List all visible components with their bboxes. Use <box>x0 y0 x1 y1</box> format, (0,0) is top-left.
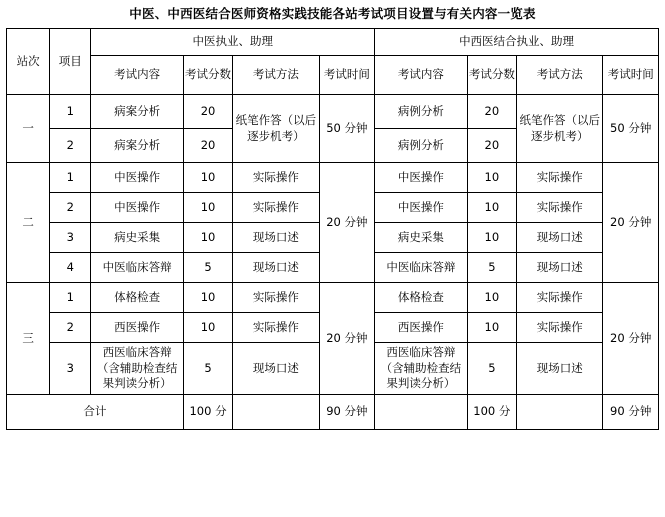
header-station: 站次 <box>7 29 50 95</box>
int-score: 5 <box>467 343 516 395</box>
item-no: 2 <box>50 129 91 163</box>
table-row <box>7 283 659 313</box>
tcm-time: 20 分钟 <box>319 283 375 395</box>
tcm-content: 中医操作 <box>91 193 184 223</box>
item-no: 3 <box>50 343 91 395</box>
total-tcm-time: 90 分钟 <box>319 394 375 429</box>
table-total-row <box>7 394 659 429</box>
station-label: 三 <box>7 283 50 395</box>
tcm-time: 20 分钟 <box>319 163 375 283</box>
int-content: 体格检查 <box>375 283 468 313</box>
int-score: 5 <box>467 253 516 283</box>
item-no: 1 <box>50 163 91 193</box>
int-score: 10 <box>467 313 516 343</box>
int-method: 现场口述 <box>517 253 603 283</box>
int-content: 中医操作 <box>375 193 468 223</box>
int-method: 纸笔作答（以后逐步机考） <box>517 95 603 163</box>
int-content: 西医临床答辩（含辅助检查结果判读分析） <box>375 343 468 395</box>
table-row <box>7 163 659 193</box>
tcm-content: 中医操作 <box>91 163 184 193</box>
int-method: 实际操作 <box>517 283 603 313</box>
tcm-method: 实际操作 <box>233 163 319 193</box>
tcm-score: 5 <box>183 253 232 283</box>
int-score: 20 <box>467 129 516 163</box>
header-group-integrated: 中西医结合执业、助理 <box>375 29 659 56</box>
item-no: 3 <box>50 223 91 253</box>
table-header-group-row <box>7 29 659 56</box>
tcm-content: 病史采集 <box>91 223 184 253</box>
header-int-content: 考试内容 <box>375 56 468 95</box>
item-no: 2 <box>50 313 91 343</box>
header-tcm-method: 考试方法 <box>233 56 319 95</box>
header-int-score: 考试分数 <box>467 56 516 95</box>
tcm-content: 病案分析 <box>91 129 184 163</box>
total-int-score: 100 分 <box>467 394 516 429</box>
int-time: 20 分钟 <box>603 163 659 283</box>
tcm-method: 纸笔作答（以后逐步机考） <box>233 95 319 163</box>
header-int-method: 考试方法 <box>517 56 603 95</box>
header-tcm-time: 考试时间 <box>319 56 375 95</box>
int-content: 中医临床答辩 <box>375 253 468 283</box>
int-score: 20 <box>467 95 516 129</box>
header-item: 项目 <box>50 29 91 95</box>
tcm-score: 10 <box>183 283 232 313</box>
int-time: 50 分钟 <box>603 95 659 163</box>
header-tcm-score: 考试分数 <box>183 56 232 95</box>
total-int-content-empty <box>375 394 468 429</box>
int-content: 中医操作 <box>375 163 468 193</box>
total-int-time: 90 分钟 <box>603 394 659 429</box>
table-header-sub-row <box>7 56 659 95</box>
int-score: 10 <box>467 283 516 313</box>
header-group-tcm: 中医执业、助理 <box>91 29 375 56</box>
int-method: 实际操作 <box>517 163 603 193</box>
tcm-score: 20 <box>183 95 232 129</box>
tcm-score: 5 <box>183 343 232 395</box>
int-score: 10 <box>467 193 516 223</box>
item-no: 2 <box>50 193 91 223</box>
tcm-content: 西医操作 <box>91 313 184 343</box>
total-int-method-empty <box>517 394 603 429</box>
int-content: 病例分析 <box>375 95 468 129</box>
tcm-method: 实际操作 <box>233 313 319 343</box>
header-tcm-content: 考试内容 <box>91 56 184 95</box>
exam-station-table <box>6 28 659 430</box>
station-label: 一 <box>7 95 50 163</box>
int-method: 实际操作 <box>517 193 603 223</box>
tcm-score: 10 <box>183 223 232 253</box>
header-int-time: 考试时间 <box>603 56 659 95</box>
total-tcm-score: 100 分 <box>183 394 232 429</box>
int-score: 10 <box>467 163 516 193</box>
tcm-method: 现场口述 <box>233 343 319 395</box>
tcm-content: 病案分析 <box>91 95 184 129</box>
int-method: 现场口述 <box>517 223 603 253</box>
item-no: 4 <box>50 253 91 283</box>
page-title: 中医、中西医结合医师资格实践技能各站考试项目设置与有关内容一览表 <box>129 6 536 21</box>
int-content: 西医操作 <box>375 313 468 343</box>
total-tcm-method-empty <box>233 394 319 429</box>
tcm-method: 实际操作 <box>233 193 319 223</box>
int-content: 病史采集 <box>375 223 468 253</box>
total-label: 合计 <box>7 394 184 429</box>
tcm-score: 10 <box>183 313 232 343</box>
station-label: 二 <box>7 163 50 283</box>
tcm-method: 现场口述 <box>233 223 319 253</box>
tcm-score: 10 <box>183 193 232 223</box>
item-no: 1 <box>50 95 91 129</box>
int-score: 10 <box>467 223 516 253</box>
tcm-content: 西医临床答辩（含辅助检查结果判读分析） <box>91 343 184 395</box>
item-no: 1 <box>50 283 91 313</box>
tcm-method: 现场口述 <box>233 253 319 283</box>
tcm-content: 体格检查 <box>91 283 184 313</box>
tcm-method: 实际操作 <box>233 283 319 313</box>
tcm-content: 中医临床答辩 <box>91 253 184 283</box>
int-content: 病例分析 <box>375 129 468 163</box>
int-time: 20 分钟 <box>603 283 659 395</box>
table-row <box>7 95 659 129</box>
tcm-score: 10 <box>183 163 232 193</box>
tcm-time: 50 分钟 <box>319 95 375 163</box>
int-method: 实际操作 <box>517 313 603 343</box>
tcm-score: 20 <box>183 129 232 163</box>
int-method: 现场口述 <box>517 343 603 395</box>
